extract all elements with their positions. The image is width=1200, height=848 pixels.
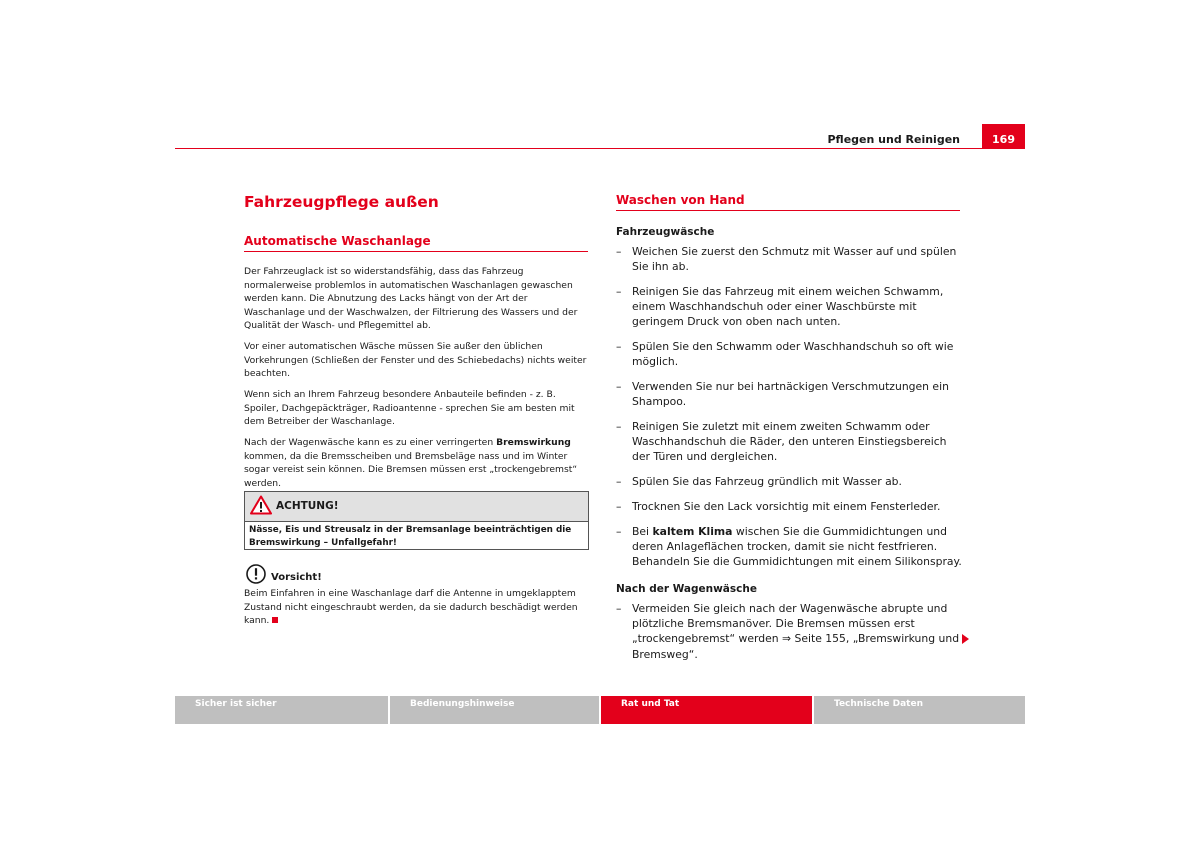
continue-arrow-icon [962, 634, 969, 644]
warning-title: ACHTUNG! [276, 500, 339, 512]
list-item: – Trocknen Sie den Lack vorsichtig mit einem Fensterleder. [616, 500, 941, 513]
list-item: – Spülen Sie den Schwamm oder Waschhandschuh so oft wie möglich. [616, 340, 954, 369]
caution-exclamation-icon [246, 564, 266, 584]
list-item: – Vermeiden Sie gleich nach der Wagenwäsche abrupte und plötzliche Bremsmanöver. Die Bremsen müssen erst „trockengebremst“ werden ⇒ Seite 155, „Bremswirkung und Bremsweg“. [616, 602, 960, 661]
end-of-section-marker [272, 617, 278, 623]
paragraph-paint: Der Fahrzeuglack ist so widerstandsfähig, dass das Fahrzeug normalerweise problemlos in automatischen Waschanlagen gewaschen werden kann. Die Abnutzung des Lacks hängt von der Art der Waschanlage und der Waschwalzen, der Filtrierung des Wassers und der Qualität der Wasch- und Pflegemittel ab. [244, 266, 578, 332]
footer-tab-operation[interactable]: Bedienungshinweise [390, 696, 599, 724]
running-header-title: Pflegen und Reinigen [827, 133, 960, 146]
list-item: – Spülen Sie das Fahrzeug gründlich mit Wasser ab. [616, 475, 902, 488]
paragraph-braking: Nach der Wagenwäsche kann es zu einer verringerten Bremswirkung kommen, da die Bremsscheiben und Bremsbeläge nass und im Winter sogar vereist sein können. Die Bremsen müssen erst „trockengebremst“ werden. [244, 437, 578, 489]
list-item: – Verwenden Sie nur bei hartnäckigen Verschmutzungen ein Shampoo. [616, 380, 949, 409]
caution-text: Beim Einfahren in eine Waschanlage darf die Antenne in umgeklapptem Zustand nicht eingeschraubt werden, da sie dadurch beschädigt werden kann. [244, 588, 578, 627]
warning-box [244, 491, 589, 550]
subheading-vehicle-wash: Fahrzeugwäsche [616, 226, 715, 238]
warning-header [245, 492, 588, 522]
paragraph-attachments: Wenn sich an Ihrem Fahrzeug besondere Anbauteile befinden - z. B. Spoiler, Dachgepäckträger, Radioantenne - sprechen Sie am besten mit dem Betreiber der Waschanlage. [244, 389, 575, 428]
list-item: – Bei kaltem Klima wischen Sie die Gummidichtungen und deren Anlageflächen trocken, damit sie nicht festfrieren. Behandeln Sie die Gummidichtungen mit einem Silikonspray. [616, 525, 962, 569]
page-number: 169 [982, 124, 1025, 149]
list-item: – Weichen Sie zuerst den Schmutz mit Wasser auf und spülen Sie ihn ab. [616, 245, 957, 274]
subheading-after-wash: Nach der Wagenwäsche [616, 583, 757, 595]
footer-tab-technical-data[interactable]: Technische Daten [814, 696, 1025, 724]
section-rule-hand-wash [616, 210, 960, 211]
caution-title: Vorsicht! [271, 572, 322, 583]
paragraph-preparation: Vor einer automatischen Wäsche müssen Sie außer den üblichen Vorkehrungen (Schließen der Fenster und des Schiebedachs) nichts weiter beachten. [244, 341, 587, 380]
header-rule [175, 148, 1025, 149]
section-title-car-wash: Automatische Waschanlage [244, 234, 431, 248]
section-title-hand-wash: Waschen von Hand [616, 193, 745, 207]
chapter-title: Fahrzeugpflege außen [244, 193, 439, 211]
warning-triangle-icon [250, 495, 272, 515]
footer-tab-safety[interactable]: Sicher ist sicher [175, 696, 388, 724]
section-rule-car-wash [244, 251, 588, 252]
list-item: – Reinigen Sie zuletzt mit einem zweiten Schwamm oder Waschhandschuh die Räder, den unteren Einstiegsbereich der Türen und dergleichen. [616, 420, 947, 464]
footer-tab-advice[interactable]: Rat und Tat [601, 696, 812, 724]
list-item: – Reinigen Sie das Fahrzeug mit einem weichen Schwamm, einem Waschhandschuh oder einer Waschbürste mit geringem Druck von oben nach unten. [616, 285, 944, 329]
warning-text: Nässe, Eis und Streusalz in der Bremsanlage beeinträchtigen die Bremswirkung – Unfallgefahr! [249, 525, 572, 549]
